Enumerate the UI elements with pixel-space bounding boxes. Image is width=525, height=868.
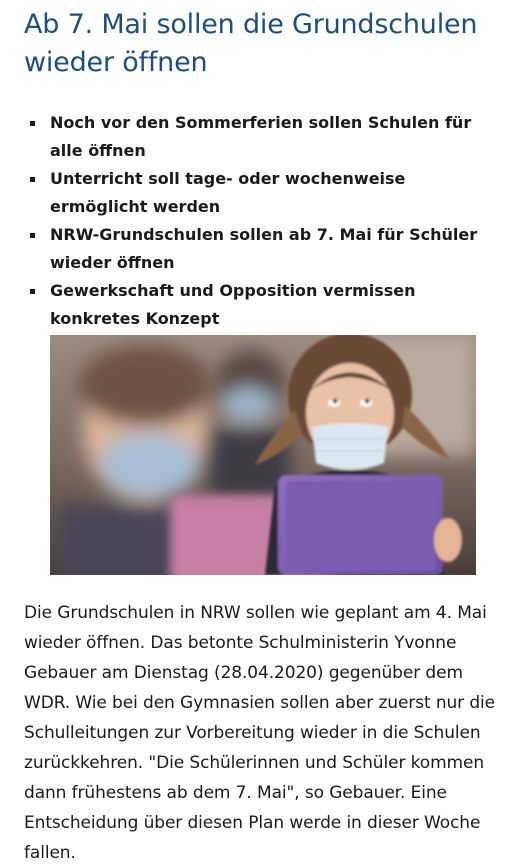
bullet-square-icon [30, 121, 35, 126]
summary-bullet-text: Noch vor den Sommerferien sollen Schulen für alle öffnen [50, 113, 472, 160]
summary-bullet-text: Unterricht soll tage- oder wochenweise ermöglicht werden [50, 169, 406, 216]
summary-bullet-item [24, 221, 494, 277]
bullet-square-icon [30, 233, 35, 238]
summary-bullet-item [24, 109, 494, 165]
summary-bullet-text: Gewerkschaft und Opposition vermissen konkretes Konzept [50, 281, 416, 328]
summary-bullet-item [24, 165, 494, 221]
bullet-square-icon [30, 289, 35, 294]
article-body-text: Die Grundschulen in NRW sollen wie geplant am 4. Mai wieder öffnen. Das betonte Schulministerin Yvonne Gebauer am Dienstag (28.04.2020) gegenüber dem WDR. Wie bei den Gymnasien sollen aber zuerst nur die Schulleitungen zur Vorbereitung wieder in die Schulen zurückkehren. "Die Schülerinnen und Schüler kommen dann frühestens ab dem 7. Mai", so Gebauer. Eine Entscheidung über diesen Plan werde in dieser Woche fallen. [24, 603, 496, 863]
summary-bullet-text: NRW-Grundschulen sollen ab 7. Mai für Schüler wieder öffnen [50, 225, 478, 272]
bullet-square-icon [30, 177, 35, 182]
article-headline: Ab 7. Mai sollen die Grundschulen wieder öffnen [24, 9, 478, 78]
summary-bullet-item [24, 277, 494, 333]
summary-bullet-list [24, 109, 494, 333]
photo-classroom-children-masks-icon [50, 335, 476, 575]
article-photo [50, 335, 476, 575]
